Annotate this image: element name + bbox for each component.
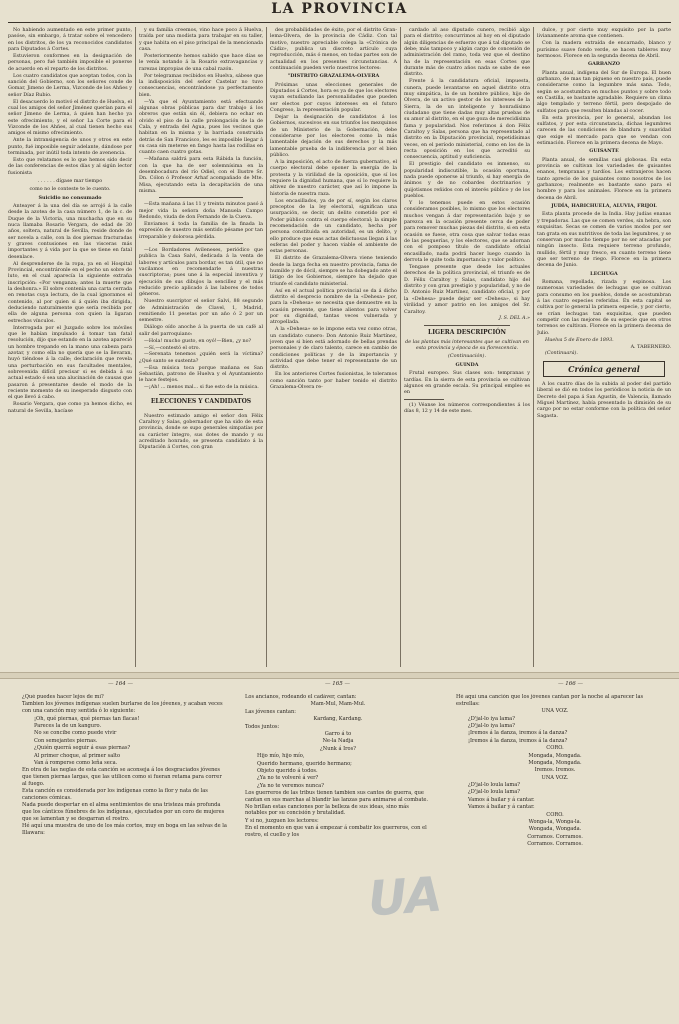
paragraph: Con la madera extraída de encarnado, blanco y purísimo suave fondo verde, se hacen tableros muy hermosos. Florece en la segunda decena de Abril. xyxy=(537,40,671,59)
verse-line: ¿D'jal-lo iya lama? xyxy=(468,722,515,729)
section-heading: Suicidio no consumado xyxy=(38,194,102,201)
paragraph: y su familia creemos, vino hace poco á Huelva, traída por una modista para trabajar en su taller, y que habita en el piso principal de la mencionada casa. xyxy=(139,27,263,53)
voice-label: UNA VOZ. xyxy=(541,708,569,715)
verse-line: ¿D'jal-lo loula lama? xyxy=(468,782,521,789)
subheading: de las plantas más interesantes que se cultivan en esta provincia y época de su florescencia. xyxy=(405,338,529,352)
paragraph: Esta canción es considerada por los indígenas como la flor y nata de las canciones cómicas. xyxy=(22,788,208,802)
verse-line: . . . . . . dígase mar tiempo xyxy=(37,177,103,184)
column-1 xyxy=(8,27,132,667)
text-line: ¿Qué puedes hacer lejos de mí? xyxy=(22,694,104,700)
paragraph: En los anteriores Cortes fusionistas, le toleramos como sanción tanto por haber tenido el distrito Grazalema-Olvera re- xyxy=(270,371,397,391)
paragraph: Esta planta procede de la India. Hay judías enanas y trepadoras. Las que se comen verdes, sin hebra, son exquisitas. Secas se comen de varios modos por ser tan grata en sus nutritivos de toda las legumbres, y se conservan por mucho tiempo por no ser atacadas por ningún insecto. Esta requiere terreno profundo, mullido, fértil y muy fresco, en cuanto terreno tiene que ser terreno de riego. Florece en la primera decena de Junio. xyxy=(537,211,671,269)
paragraph: Dejar la designación de candidatos á los Gobiernos, sucesivos en sus triunfos los mezquinos de un Ministerio de la Gobernación, debe considerarse por los electores como la más lamentable dejación de sus derechos y la más lamentable prueba de la indiferencia por el bien público. xyxy=(270,114,397,159)
paragraph: —Esa música toca porque mañana es San Sebastián, patrono de Huelva y el Ayuntamiento le hace festejos. xyxy=(139,364,263,384)
folletin-column-3 xyxy=(456,694,654,1009)
voice-label: UNA VOZ. xyxy=(541,774,569,781)
plant-heading: GUISANTE xyxy=(589,148,619,155)
paragraph: Anteayer á la una del día se arrojó á la calle desde la azotea de la casa número 1, de la c. de Duque de la Victoria, una muchacha que en su nuca llamaba Rosario Vergara, de edad de 30 años, soltera, natural de Sevilla, reside donde de ser novela a calle, con la dos piernas fracturadas y graves contusiones en las visceras más importantes y á vida por la que se tiene en fatal desenlace. xyxy=(8,202,132,260)
paragraph: No habiendo aumentado en este primer punto, pasóse, sin embargo, á tratar sobre el vencedero en los distritos, de los ya reconocidos candidatos para Diputados á Cortes. xyxy=(8,27,132,53)
column-3 xyxy=(270,27,397,667)
paragraph: Al desprenderse de la ropa, ya en el Hospital Provincial, encontráronle en el pecho un sobre de luto, en el cual aparecía la siguiente extraña inscripción: «Por venganza; antes la muerte que la deshonra.» El sobre contenía una carta cerrada en renotas cuya lectura, de la cual ignoramos el contenido, al por quien si á quién iba dirigida, deduciendo naturalmente que sería recibida por ella de alguna persona con quien la ligaran estrechos vínculos. xyxy=(8,260,132,324)
verse-line: Garro á to xyxy=(324,730,352,737)
paragraph: Ante la intransigencia de unos y otros en este punto, fué imposible seguir adelante, dándose por terminada, por inútil toda intento de avenencia. xyxy=(8,137,132,156)
verse-line: Vamos á bailar y á cantar. xyxy=(468,796,535,803)
verse-line: Al primer choque, al primer salto xyxy=(34,752,121,759)
paragraph: Próximas unas elecciones generales de Diputados á Cortes, hora es ya de que los electores vayan estudiando las personalidades que pueden ser electos por cuyos intereses en el futuro Congreso, la representación popular. xyxy=(270,81,397,114)
paragraph: Esto que relatamos es lo que hemos sido decir de las conferencias de estos días y al sigún lector fusionista xyxy=(8,156,132,176)
paragraph: Enviamos á toda la familia de la finada la expresión de nuestro más sentido pésame por tan irreparable y dolorosa pérdida. xyxy=(139,220,263,240)
plant-heading: GARBANZO xyxy=(588,61,620,68)
folletin-column-1 xyxy=(22,694,228,1009)
column-divider xyxy=(266,27,267,667)
verse-line: Corramos. Corramos. xyxy=(527,833,583,840)
paragraph: des probabilidades de éxito, por el distrito Gran-lema-Olvera, de la provincia de Cádiz. Con tal motivo, nuestro apreciable colega la «Crónica de Cádiz», publica un discreto artículo cuya reproducción, más ó menos, en todas partes son de actualidad en los presentes circunstancias. A continuación pueden verlo nuestros lectores: xyxy=(270,27,397,72)
paragraph: —Sí,—contestó el otro. xyxy=(144,344,201,351)
column-divider xyxy=(135,27,136,667)
dateline: Huelva 5 de Enero de 1893. xyxy=(545,336,614,343)
paragraph: En esta provincia, por lo general, abundan los sulfatos, y por esta circunstancia, dichas legumbres carecen de las condiciones de blandura y suavidad que exige el mercado para que se vendan con estimación. Florece en la primera decena de Mayo. xyxy=(537,114,671,147)
verse-line: como no le conteste te le cuento. xyxy=(29,186,111,193)
paragraph: Hé aquí una canción que los jóvenes cantan por la noche al aparecer las estrellas: xyxy=(456,694,644,707)
page-fold xyxy=(0,672,679,679)
verse-line: ¿Quién querrá seguir á esas piernas? xyxy=(34,745,131,752)
verse-line: Van á romperse como leña seca. xyxy=(34,759,118,766)
verse-line: ¡Iremos á la danza, iremos á la danza? xyxy=(468,730,568,737)
folletin-column-2 xyxy=(245,694,431,1009)
paragraph: —Mañana saldrá para esta Rábida la función, con la que ha de ser solemnísima en la desembocadura del río Odiel, con el Ilustre Sr. Dn. Cólon ó Profesor Arhaf acompañado de Mte. Misa, ejecutando esta la decapitación de una misma. xyxy=(139,156,263,194)
footnote-rule xyxy=(404,399,444,400)
footnote: (1) Véanse los números correspondientes á los días 8, 12 y 14 de este mes. xyxy=(404,401,530,414)
verse-line: ¿Ya no te volveré á ver? xyxy=(257,775,319,782)
paragraph: —Ya que el Ayuntamiento está efectuando algunas obras públicas para dar trabajo á los obreros que están sin él, debiera no echar en olvido el piso de la calle prolongación de la de Cala, y entrada del Agua, pues los vecinos que habitan en la misma y la barriada construida detrás de San Francisco, les es imposible llegar á su casa sin meterse en fango hasta las rodillas en cuanto caen cuatro gotas. xyxy=(139,98,263,156)
paragraph: Nuestro estimado amigo el señor don Félix Caraltoy y Salas, gobernador que ha sido de esta provincia, donde se supo generales simpatías por su carácter íntegro, sus dotes de mando y su acreditado honrado, se presenta candidato á la Diputación á Cortes, con gran xyxy=(139,412,263,451)
verse-line: ¡Iremos á la danza, iremos á la danza? xyxy=(468,737,568,744)
paragraph: Los cuatro candidatos que aceptan todos, con la sanción del Gobierno, son los señores conde de Gomar, Jimeno de Lerma, Vizconde de los Ahñes y señor Díaz Rubio. xyxy=(8,72,132,98)
column-2 xyxy=(139,27,263,667)
author-signature: A. TABERNERO. xyxy=(630,343,671,350)
divider-rule xyxy=(159,197,243,198)
paragraph: —Esta mañana á las 11 y treinta minutos pasó á mejor vida la señora doña Manuela Campo Redondo, viuda de don Fernando de la Cueva. xyxy=(139,201,263,220)
verse-line: Wonga-la, Wonga-la. xyxy=(528,819,582,826)
verse-line: Mongada, Mongada. xyxy=(528,759,582,766)
paragraph: Los encasillados, ya de por sí, según los claros preceptos de la ley electoral, significan una usurpación, se decir, un delito cometido por el Poder público contra el cuerpo electoral; la simple recomendación de un candidato, hecha por persona constituida en autoridad, es un delito, y ello produce que esas actas delictuosas llegan á las esferas del poder y hacen viable el ambiente de estas personas. xyxy=(270,197,397,255)
verse-line: Mongada, Mongada. xyxy=(528,752,582,759)
paragraph: Nuestro suscriptor el señor Salvi, 88 segundo de Administración de Clavel, 1, Madrid, remitiendo 11 pesetas por un año ó 2 por un semestre. xyxy=(139,298,263,324)
paragraph: En el momento en que van á empezar á combatir los guerreros, con el rostro, el cuello y los xyxy=(245,825,427,839)
paragraph: A los cuatro días de la subida al poder del partido liberal se dió en todos los periódicos la noticia de un Decreto del papa á San Agustín, de Valencia, llamado Miguel Martínez, había presentado la dimisión de su cargo por no estar conforme con la política del señor Sagasta. xyxy=(537,380,671,419)
paragraph: Hé aquí una muestra de uno de los más cortos, muy en boga en las selvas de la Illawara: xyxy=(22,823,227,837)
verse-line: Ne-la Nadja xyxy=(322,738,354,745)
paragraph: En otra de las neglas de esta canción se aconseja á los desgraciados jóvenes que tienen piernas largas, que las utilicen como si fueran retama para correr al fuego. xyxy=(22,767,222,787)
divider-rule xyxy=(159,409,243,410)
paragraph: —Hola! mucho gusto, en oyó!—Bien, ¿y no? xyxy=(144,337,252,344)
paragraph: Rosario Vergara, que como ya hemos dicho, es natural de Sevilla, hacíase xyxy=(8,401,132,414)
divider-rule xyxy=(159,394,243,395)
paragraph: Frutal europeo. Sus clases son: tempranas y tardías. En la sierra de esta provincia se cultivan algunos en grande escala. Su principal empleo es en xyxy=(404,370,530,396)
paragraph: Y si no, juzguen los lectores: xyxy=(245,817,319,824)
verse-line: ¿Nunk á Iros? xyxy=(320,745,356,752)
verse-line: ¿D'jal-lo iya lama? xyxy=(468,715,515,722)
paragraph: Tengase presente que desde los actuales derechos de la política provincial, el triunfo es de D. Félix Caraltoy y Salas, candidato hijo del distrito y con gran prestigio y popularidad, y no de D. Antonio Ruiz Martínez, candidato oficial, y por la «Dehesa» puede dejar ser «Dehesa», si hay virilidad y amor patrio en los amigos del Sr. Caraltoy. xyxy=(404,264,530,315)
paragraph: Romana, repollada, rizada y espinosa. Los numerosas variedades de lechugas que se cultivan para consumo en los pueblos, donde se acostumbran á las cuatro especies referidas. En esta capital se cultiva por lo general la primera especie, y por cierto, se crían lechugas tan exquisitas, que pueden competir con las mejores de su especie que en otros terrenos se cultivan. Florece en la primera decena de Julio. xyxy=(537,278,671,336)
paragraph: —Serenata tenemos ¿quién será la víctima? ¿Qué santo se sustenta? xyxy=(139,351,263,364)
verse-line: ¿D'jal-lo loula lama? xyxy=(468,789,521,796)
verse-line: Pareces la de un kanguro. xyxy=(34,722,102,729)
section-heading-descripcion: LIGERA DESCRIPCIÓN xyxy=(428,328,506,336)
paragraph: Por telegramas recibidos en Huelva, sábese que la indisposición del señor Castelar no tuvo consecuencias, encontrándose ya perfectamente bien. xyxy=(139,72,263,98)
continuation-note: (Continuación). xyxy=(448,353,486,360)
folio-number: — 165 — xyxy=(325,681,350,687)
paragraph: dulce, y por cierto muy exquisito por la parte livianamente aroma que contienen. xyxy=(537,27,671,40)
masthead xyxy=(8,0,671,23)
chorus-label: CORO. xyxy=(546,811,564,818)
paragraph: Los guerreros de las tribus tienen tambien sus cantos de guerra, que cantan en sus marchas al blandir las lanzas para animarse al combate. No brillan estas canciones por la belleza de sus ideas, sino más notables por su concisión y brutalidad. xyxy=(245,790,429,817)
section-heading: "DISTRITO GRAZALEMA-OLVERA xyxy=(287,73,380,80)
plant-heading: JUDÍA, HABICHUELA, ALUVIA, FRIJOL xyxy=(551,203,657,210)
verse-line: Wongada, Wongada. xyxy=(528,826,582,833)
paragraph: —¡Ah! ... menos mal... si fue esto de la música. xyxy=(144,384,259,391)
column-divider xyxy=(400,27,401,667)
verse-line: Corramos. Corramos. xyxy=(527,841,583,848)
verse-line: Iremos. Iremos. xyxy=(534,767,576,774)
paragraph: Diálogo oído anoche á la puerta de un café al salir del parroquiano: xyxy=(139,324,263,337)
chorus-label: CORO. xyxy=(546,745,564,752)
paragraph: Planta anual, indígena del Sur de Europa. El buen garbanzo, de mas tan pigueno en nuestro país, puede considerarse como la legumbre más sana. Todo, según se acostumbra en muchos puntos y sobre todo en Castilla, se bastante agradable. Requiere un clima algo templado y terreno fértil, pero despojado de sulfatos para que resulten blandas al cocer. xyxy=(537,69,671,114)
divider-rule xyxy=(159,243,243,244)
verse-line: ¡Oh, qué piernas, qué piernas tan flacas! xyxy=(34,715,140,722)
paragraph: cardado al aso diputado cunero, recibió algo para el distrito; concurrimos al hoy en el diputado algún diligencias de esfuerzo que á tal diputado se debe; más tampoco y algún cargo de concesión de administración del ramo, toda vez que el destino ha de la representación en esas Cortes que durante más de cuatro años nada se sabe de ese distrito. xyxy=(404,27,530,78)
paragraph: El distrito de Grazalema-Olvera viene teniendo desde la larga fecha en nuestro provincia, fama de humilde y de dócil, siempre se ha dobegado ante el látigo de los Gobiernos, siempre ha dejado que triunfe el candidato ministerial. xyxy=(270,255,397,287)
paragraph: El prestigio del candidato es inmenso, su popularidad indiscutible, la ocasión oportuna, nada puede oponerse al triunfo, si hay energía de ánimos y de no cobardes doctrinarios y quijotismos reñidos con el interés público y de los pueblos. xyxy=(404,161,530,200)
paragraph: Nada puede despertar en el alma sentimientos de una tristeza más profunda que los cánticos fúnebres de los indígenas, ejecutados por un coro de mujeres que se lamentan y se desgarran el rostro. xyxy=(22,802,225,823)
text-line: Las jóvenes cantan: xyxy=(245,708,296,715)
paragraph: A la imposición, el acto de fuerza gubernativo, el cuerpo electoral debe oponer la energía de la protesta y la virilidad de la oposición, que sí los requiere la dignidad humana, que sí lo requiere la altivez de nuestro carácter, que así lo impone la historia de nuestra raza. xyxy=(270,159,397,197)
paragraph: Posteriormente hemos sabido que hace días se le venía notando á la Rosario extravagancias y rarezas impropias de una cabal razón. xyxy=(139,52,263,72)
library-stamp-watermark: UA xyxy=(366,866,444,928)
paragraph: Así en el actual política provincial se da á dicho distrito el desprecio nombre de la «Dehesa» por, para la «Dehesa» se necesita que demuestre en la ocasión presente, que tiene alientos para volver por su dignidad, tantas veces vulnerada y atropellada. xyxy=(270,287,397,326)
paragraph: Y lo tenemos puede en estos ocasión consideramos posibles, lo mismo que los electores muchos vengan á dar representación bajo y se parezca en la ocasión presente cerca de poder para remover muchas piezas del distrito, si en esta ocasión se fuese, otra cosa que salvar todas esas de las pesquerías, y los electores, que se adornan con el pomposo título de candidato oficial encasillado, nada podrá hacer luego cuando la derrota le quite toda importancia y valor político. xyxy=(404,200,530,264)
paragraph: Tambien los jóvenes indígenas suelen burlarse de los jóvenes, y acaban veces con una canción muy sentida ó lo siguiente: xyxy=(22,701,223,715)
plant-heading: LECHUGA xyxy=(590,270,618,277)
paragraph: Interrogada por el Juzgado sobre los móviles que le habían impulsado á tomar tan fatal resolución, dijo que estando en la azotea apareció un hombre trepando en la mano una cabeza para azotar, y como ella no quería que se la llevaran, huyó tiéndose á la calle; declaración que revela una perturbación en sus facultades mentales, sobrevenida difícil precisar si es debida á su actual estado ó sea una alucinación de causas que pasaron á presentarse desde el modo de la reciente momento de su inesperado disgusto con el que llevó á cabo. xyxy=(8,324,132,401)
folio-number: — 166 — xyxy=(558,681,583,687)
column-divider xyxy=(533,27,534,667)
verse-line: Querido hermano, querido hermano; xyxy=(257,760,352,767)
text-line: Todos juntos: xyxy=(245,723,280,730)
section-heading-elecciones: ELECCIONES Y CANDIDATOS xyxy=(150,397,252,405)
folio-number: — 164 — xyxy=(108,681,133,687)
verse-line: Kardang, Kardang. xyxy=(313,716,363,723)
verse-line: Hijo mío, hijo mío, xyxy=(257,753,305,760)
paragraph: A la «Dehesa» se le impone esta vez como otras, un candidato cunero: Don Antonio Ruiz Martínez, joven que si bien está adornado de bellas prendas personales y de claro talento, carece en cambio de condiciones políticas y de la importancia y actividad que debe tener el representante de un distrito. xyxy=(270,326,397,371)
verse-line: Vamos á bailar y á cantar. xyxy=(468,804,535,811)
verse-line: Con semejantes piernas. xyxy=(34,737,98,744)
cronica-general-heading: Crónica general xyxy=(543,361,665,377)
paragraph: Frente á la candidatura oficial, impuesta, cunera, puede levantarse en aquel distrito otra muy simpática, la de un hombre público, hijo de Olvera, de un activo gestor de los intereses de la Sierra, la de un inteligente y honradísimo ciudadano que tiene dadas muy altas pruebas de su amor al distrito, en el que goza de merecidísima fama y popularidad. Nos referimos á don Félix Caraltoy y Salas, persona que ha representado al distrito en la Diputación provincial, repetidísimas veces, en el período ministerial, como en los de la recta oposición en los que acreditó su consecuencia, aptitud y suficiencia. xyxy=(404,78,530,161)
newspaper-title: LA PROVINCIA xyxy=(271,1,408,17)
column-5 xyxy=(537,27,671,667)
signature: J. S. DEL A.» xyxy=(498,315,530,322)
verse-line: Objeto querido á todos. xyxy=(257,767,318,774)
divider-rule xyxy=(424,325,510,326)
paragraph: El desacuerdo lo motivó el distrito de Huelva, el cual los amigos del señor Jiménez querían para el señor Jimeno de Lerma, á quien han hecho ya este ofrecimiento, y el señor La Corte para el Vizconde de los Ahñes, al cual tienen hecho sus amigos el mismo ofrecimiento. xyxy=(8,98,132,137)
paragraph: Planta anual, de semillas casi globosas. En esta provincia se cultivan los variedades de guisantes enanos, tempranas y tardíos. Los extranjeros hacen tanto aprecio de los guisantes como nosotros de los garbanzos; realmente es bastante sano para el hombre y para los animales. Florece en la primera decena de Abril. xyxy=(537,156,671,201)
paragraph: —Los Bordadores Avileneses, periódico que publica la Casa Salvi, dedicada á la venta de labores y artículos para bordar, es tan útil, que no vacilamos en recomendarle á nuestras suscriptoras; pues une á la especial inventiva y ejecución de sus dibujos la sencillez y el más reducido precio aplicado á las labores de todos géneros. xyxy=(139,246,263,298)
verse-line: Mam-Mul, Mam-Mul. xyxy=(310,701,366,708)
text-line: Los ancianos, rodeando el cadáver, cantan: xyxy=(245,694,357,700)
continuation-note: (Continuará). xyxy=(545,350,578,357)
plant-heading: GUINDA xyxy=(455,361,479,368)
verse-line: ¿Ya no te veremos nunca? xyxy=(257,782,324,789)
paragraph: Estuvieron conformes en la designación de personas, pero fué también imposible el ponerse de acuerdo en el reparto de los distritos. xyxy=(8,52,132,72)
verse-line: No se concibe como puede vivir xyxy=(34,730,117,737)
column-4 xyxy=(404,27,530,667)
